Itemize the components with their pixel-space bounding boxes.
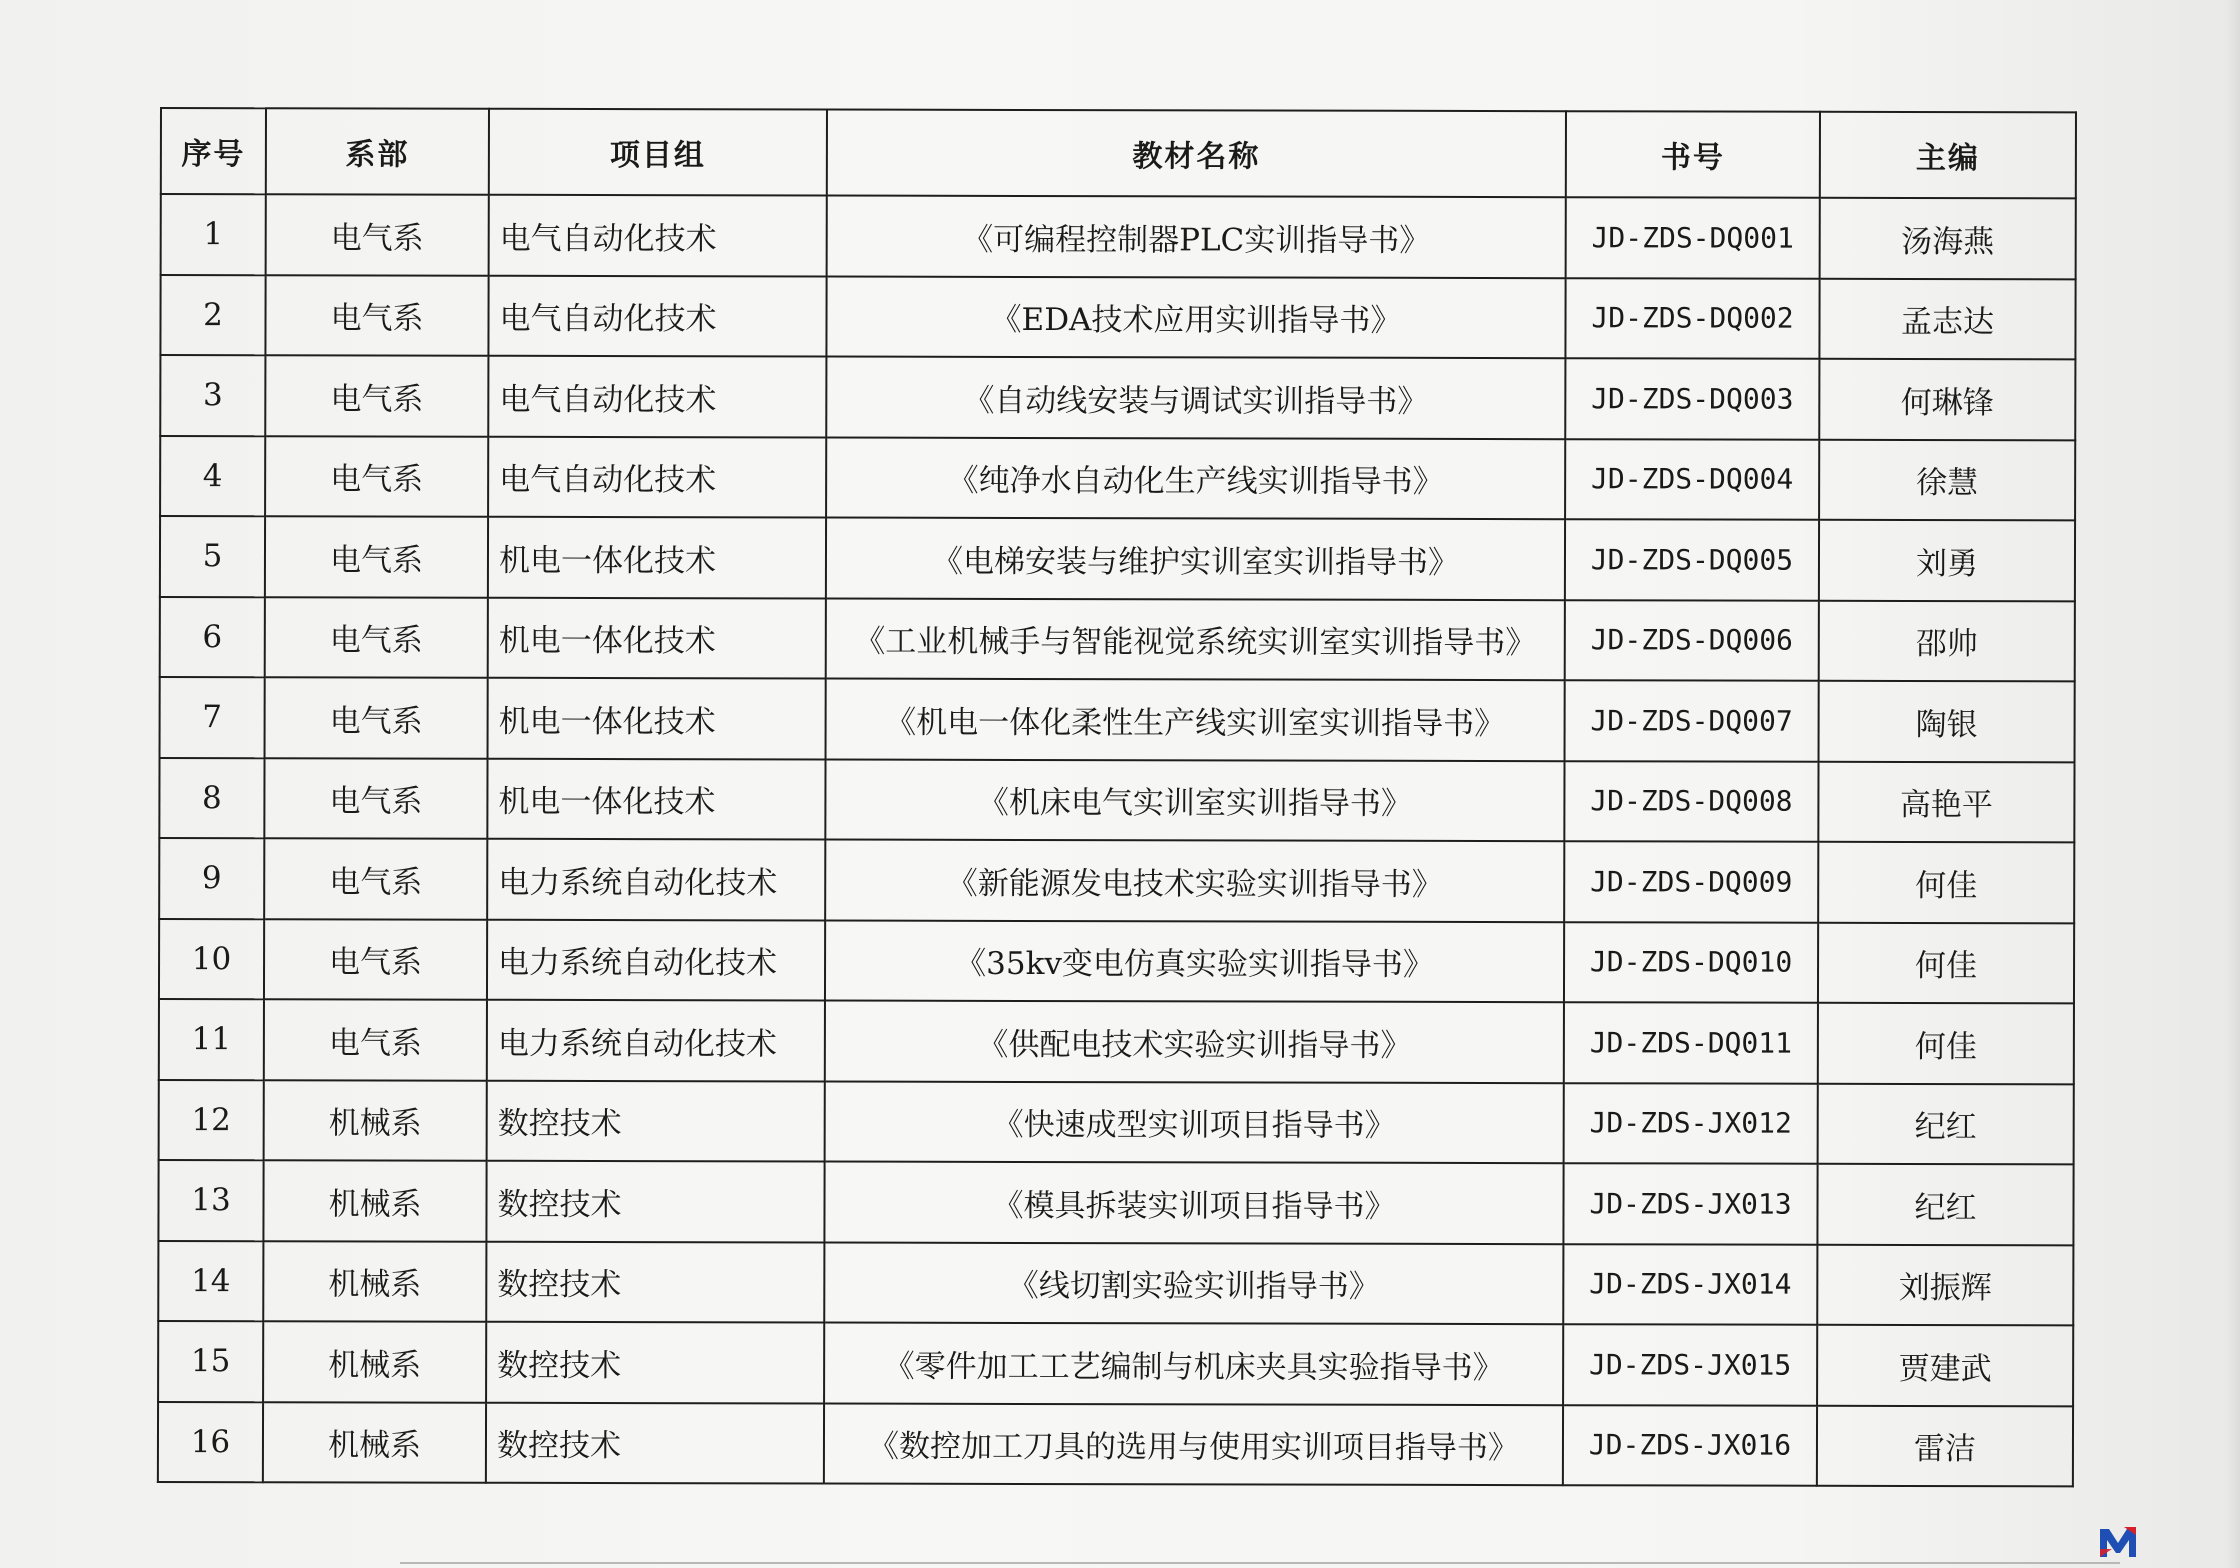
cell-book-code: JD-ZDS-DQ001 <box>1566 197 1820 278</box>
cell-editor: 汤海燕 <box>1820 198 2076 279</box>
cell-editor: 徐慧 <box>1819 439 2075 520</box>
page-bottom-edge <box>400 1562 2120 1564</box>
cell-book-code: JD-ZDS-DQ004 <box>1565 439 1819 520</box>
cell-textbook-name: 《电梯安装与维护实训室实训指导书》 <box>826 518 1565 600</box>
cell-seq: 11 <box>159 999 264 1080</box>
cell-dept: 机械系 <box>263 1321 486 1402</box>
cell-editor: 孟志达 <box>1819 278 2075 359</box>
cell-dept: 机械系 <box>263 1160 486 1241</box>
cell-book-code: JD-ZDS-JX014 <box>1563 1244 1817 1325</box>
cell-textbook-name: 《35kv变电仿真实验实训指导书》 <box>825 920 1564 1002</box>
header-dept: 系部 <box>266 108 489 195</box>
page-edge-shadow <box>2226 0 2240 1568</box>
table-body <box>158 194 2076 1486</box>
table-row <box>158 1401 2073 1486</box>
cell-textbook-name: 《新能源发电技术实验实训指导书》 <box>825 840 1564 922</box>
cell-group: 数控技术 <box>486 1241 824 1322</box>
cell-textbook-name: 《机电一体化柔性生产线实训室实训指导书》 <box>826 679 1565 761</box>
table-row <box>160 355 2075 440</box>
table-row <box>160 436 2075 521</box>
cell-textbook-name: 《机床电气实训室实训指导书》 <box>825 759 1564 841</box>
cell-seq: 5 <box>160 516 265 597</box>
cell-editor: 何佳 <box>1818 922 2074 1003</box>
cell-seq: 2 <box>160 275 265 356</box>
cell-editor: 何佳 <box>1818 842 2074 923</box>
cell-seq: 8 <box>159 758 264 839</box>
cell-seq: 9 <box>159 838 264 919</box>
cell-textbook-name: 《线切割实验实训指导书》 <box>824 1242 1563 1324</box>
table-row <box>158 1321 2073 1406</box>
table-row <box>159 758 2074 843</box>
cell-seq: 1 <box>161 194 266 275</box>
cell-textbook-name: 《数控加工刀具的选用与使用实训项目指导书》 <box>824 1403 1563 1485</box>
cell-editor: 何佳 <box>1818 1003 2074 1084</box>
cell-seq: 16 <box>158 1401 263 1482</box>
cell-group: 电气自动化技术 <box>488 356 826 437</box>
cell-seq: 12 <box>159 1079 264 1160</box>
header-editor: 主编 <box>1820 112 2076 199</box>
cell-dept: 电气系 <box>265 436 488 517</box>
table-row <box>159 919 2074 1004</box>
cell-book-code: JD-ZDS-DQ010 <box>1564 922 1818 1003</box>
cell-seq: 4 <box>160 436 265 517</box>
cell-dept: 电气系 <box>264 919 487 1000</box>
table-row <box>160 516 2075 601</box>
cell-book-code: JD-ZDS-DQ007 <box>1565 680 1819 761</box>
cell-group: 机电一体化技术 <box>488 597 826 678</box>
cell-book-code: JD-ZDS-DQ003 <box>1565 358 1819 439</box>
cell-group: 电气自动化技术 <box>489 195 827 276</box>
cell-dept: 电气系 <box>264 838 487 919</box>
cell-group: 电气自动化技术 <box>488 275 826 356</box>
cell-textbook-name: 《纯净水自动化生产线实训指导书》 <box>826 437 1565 519</box>
cell-dept: 电气系 <box>265 677 488 758</box>
table-header-row <box>161 108 2076 198</box>
cell-editor: 纪红 <box>1817 1164 2073 1245</box>
cell-group: 电力系统自动化技术 <box>487 1000 825 1081</box>
cell-book-code: JD-ZDS-JX016 <box>1563 1405 1817 1486</box>
cell-textbook-name: 《自动线安装与调试实训指导书》 <box>826 357 1565 439</box>
cell-group: 电气自动化技术 <box>488 436 826 517</box>
cell-group: 数控技术 <box>487 1080 825 1161</box>
table-row <box>161 194 2076 279</box>
cell-dept: 电气系 <box>265 275 488 356</box>
cell-editor: 何琳锋 <box>1819 359 2075 440</box>
cell-editor: 邵帅 <box>1819 600 2075 681</box>
table-row <box>160 275 2075 360</box>
cell-seq: 6 <box>160 597 265 678</box>
cell-group: 数控技术 <box>486 1402 824 1483</box>
table-row <box>160 597 2075 682</box>
table-row <box>158 1160 2073 1245</box>
cell-group: 数控技术 <box>486 1322 824 1403</box>
cell-book-code: JD-ZDS-DQ002 <box>1565 278 1819 359</box>
cell-dept: 机械系 <box>263 1241 486 1322</box>
header-seq: 序号 <box>161 108 266 194</box>
cell-textbook-name: 《工业机械手与智能视觉系统实训室实训指导书》 <box>826 598 1565 680</box>
cell-editor: 刘勇 <box>1819 520 2075 601</box>
cell-dept: 电气系 <box>265 516 488 597</box>
cell-book-code: JD-ZDS-DQ006 <box>1565 600 1819 681</box>
cell-dept: 电气系 <box>264 999 487 1080</box>
scanner-watermark-logo-icon <box>2098 1525 2138 1559</box>
cell-seq: 10 <box>159 919 264 1000</box>
cell-dept: 机械系 <box>264 1080 487 1161</box>
cell-seq: 15 <box>158 1321 263 1402</box>
table-row <box>159 1079 2074 1164</box>
cell-dept: 电气系 <box>266 194 489 275</box>
cell-book-code: JD-ZDS-DQ011 <box>1564 1002 1818 1083</box>
cell-group: 电力系统自动化技术 <box>487 839 825 920</box>
cell-textbook-name: 《模具拆装实训项目指导书》 <box>824 1162 1563 1244</box>
cell-dept: 机械系 <box>263 1402 486 1483</box>
table-row <box>159 999 2074 1084</box>
cell-book-code: JD-ZDS-DQ005 <box>1565 519 1819 600</box>
table-row <box>158 1240 2073 1325</box>
cell-book-code: JD-ZDS-JX012 <box>1564 1083 1818 1164</box>
cell-dept: 电气系 <box>264 758 487 839</box>
cell-seq: 3 <box>160 355 265 436</box>
cell-editor: 陶银 <box>1819 681 2075 762</box>
cell-book-code: JD-ZDS-DQ008 <box>1564 761 1818 842</box>
textbook-table <box>157 107 2077 1487</box>
cell-group: 机电一体化技术 <box>488 678 826 759</box>
cell-group: 机电一体化技术 <box>488 517 826 598</box>
cell-textbook-name: 《快速成型实训项目指导书》 <box>825 1081 1564 1163</box>
cell-book-code: JD-ZDS-JX015 <box>1563 1324 1817 1405</box>
cell-textbook-name: 《可编程控制器PLC实训指导书》 <box>827 196 1566 278</box>
cell-editor: 刘振辉 <box>1817 1244 2073 1325</box>
cell-editor: 高艳平 <box>1818 761 2074 842</box>
cell-book-code: JD-ZDS-JX013 <box>1563 1163 1817 1244</box>
cell-seq: 13 <box>158 1160 263 1241</box>
cell-group: 数控技术 <box>486 1161 824 1242</box>
table-row <box>159 838 2074 923</box>
cell-textbook-name: 《零件加工工艺编制与机床夹具实验指导书》 <box>824 1323 1563 1405</box>
header-code: 书号 <box>1566 111 1820 198</box>
cell-textbook-name: 《EDA技术应用实训指导书》 <box>826 276 1565 358</box>
cell-editor: 贾建武 <box>1817 1325 2073 1406</box>
cell-group: 电力系统自动化技术 <box>487 919 825 1000</box>
table-row <box>160 677 2075 762</box>
cell-seq: 7 <box>160 677 265 758</box>
cell-dept: 电气系 <box>265 355 488 436</box>
cell-group: 机电一体化技术 <box>487 758 825 839</box>
header-name: 教材名称 <box>827 110 1566 198</box>
cell-dept: 电气系 <box>265 597 488 678</box>
cell-editor: 雷洁 <box>1817 1405 2073 1486</box>
cell-textbook-name: 《供配电技术实验实训指导书》 <box>825 1001 1564 1083</box>
header-group: 项目组 <box>489 109 827 196</box>
cell-editor: 纪红 <box>1818 1083 2074 1164</box>
cell-book-code: JD-ZDS-DQ009 <box>1564 841 1818 922</box>
cell-seq: 14 <box>158 1240 263 1321</box>
